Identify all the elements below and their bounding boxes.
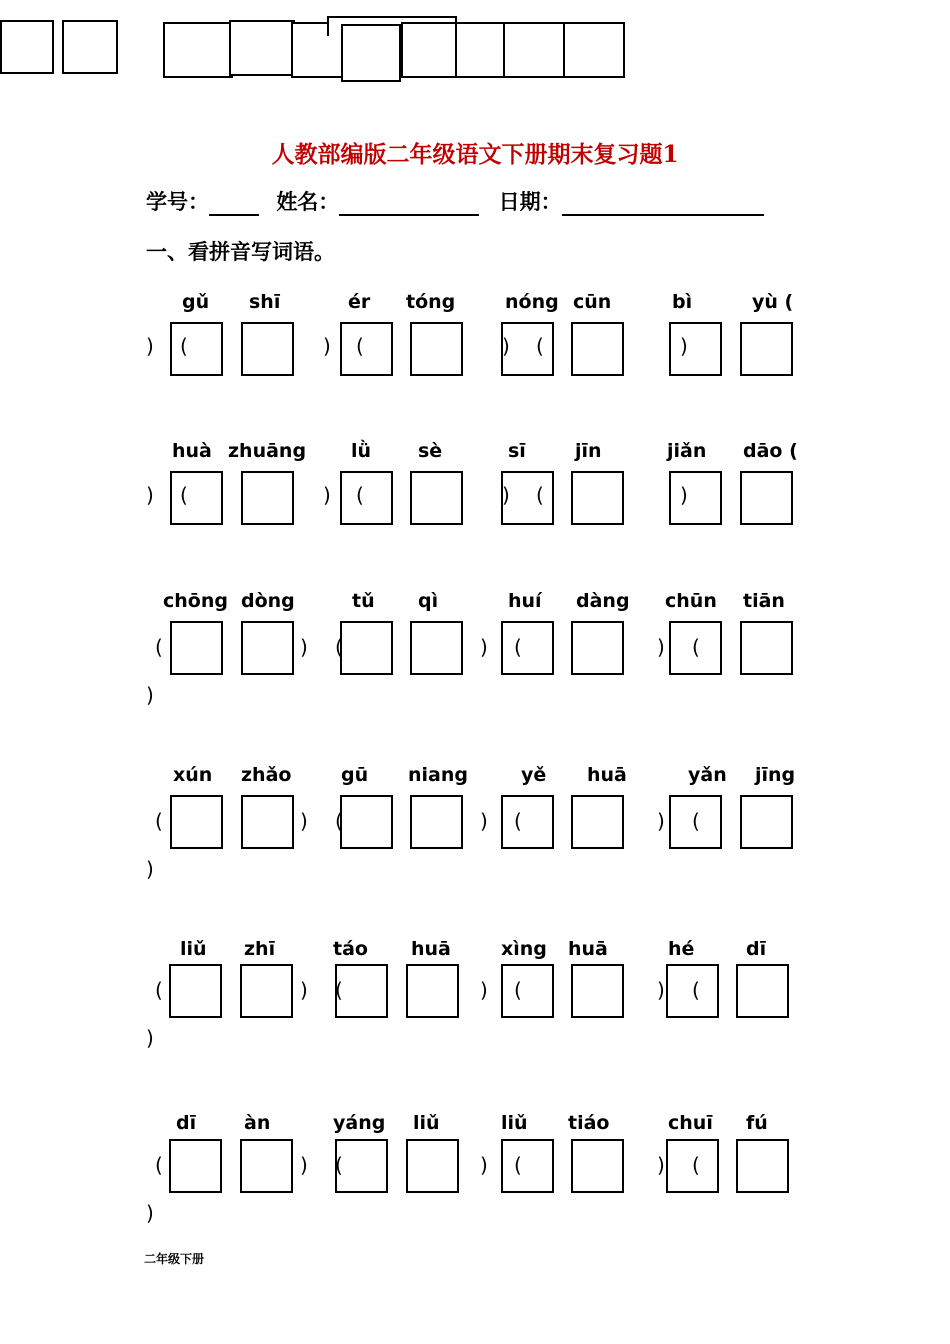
student-no-label: 学号： — [146, 189, 209, 214]
pinyin-label: táo — [333, 938, 368, 960]
pinyin-label: zhī — [244, 938, 276, 960]
pinyin-label: yáng — [333, 1112, 386, 1134]
pinyin-label: huā — [411, 938, 451, 960]
character-answer-box[interactable] — [571, 621, 624, 675]
close-paren: ) — [323, 334, 331, 358]
page-title: 人教部编版二年级语文下册期末复习题1 — [271, 141, 679, 168]
open-paren: ( — [155, 635, 163, 659]
pinyin-label: chōng — [163, 590, 228, 612]
close-paren: ) — [146, 683, 154, 707]
open-paren: ( — [155, 809, 163, 833]
date-label: 日期： — [498, 189, 562, 214]
pinyin-label: dī — [176, 1112, 197, 1134]
pinyin-label: niang — [408, 764, 468, 786]
close-paren: ) — [146, 483, 154, 507]
pinyin-label: liǔ — [180, 938, 207, 960]
pinyin-label: qì — [418, 590, 439, 612]
open-paren: ( — [335, 809, 343, 833]
character-answer-box[interactable] — [170, 322, 223, 376]
close-paren: ) — [300, 978, 308, 1002]
pinyin-label: cūn — [573, 291, 612, 313]
pinyin-label: huā — [587, 764, 627, 786]
pinyin-label: tiān — [743, 590, 785, 612]
header-box — [229, 20, 295, 76]
pinyin-label: jīn — [575, 440, 602, 462]
close-paren: ) — [300, 809, 308, 833]
header-box — [163, 22, 233, 78]
character-answer-box[interactable] — [410, 471, 463, 525]
close-paren: ) — [480, 635, 488, 659]
student-info-line — [146, 186, 764, 216]
open-paren: ( — [514, 1153, 522, 1177]
pinyin-label: gū — [341, 764, 369, 786]
pinyin-label: huà — [172, 440, 212, 462]
header-box — [401, 22, 461, 78]
character-answer-box[interactable] — [736, 1139, 789, 1193]
pinyin-label: huā — [568, 938, 608, 960]
close-paren: ) — [300, 635, 308, 659]
name-field[interactable] — [339, 192, 479, 216]
pinyin-label: tóng — [406, 291, 456, 313]
close-paren: ) — [657, 635, 665, 659]
header-box — [563, 22, 625, 78]
close-paren: ) — [146, 1201, 154, 1225]
pinyin-label: chūn — [665, 590, 717, 612]
pinyin-label: lǜ — [351, 440, 372, 462]
pinyin-label: dàng — [576, 590, 630, 612]
header-box — [62, 20, 118, 74]
pinyin-label: fú — [746, 1112, 768, 1134]
pinyin-label: sè — [418, 440, 443, 462]
character-answer-box[interactable] — [669, 322, 722, 376]
close-paren: ) — [680, 483, 688, 507]
character-answer-box[interactable] — [170, 621, 223, 675]
open-paren: ( — [692, 809, 700, 833]
open-paren: ( — [180, 334, 188, 358]
character-answer-box[interactable] — [410, 322, 463, 376]
pinyin-label: dī — [746, 938, 767, 960]
close-paren: ) — [323, 483, 331, 507]
close-paren: ) — [657, 1153, 665, 1177]
character-answer-box[interactable] — [410, 621, 463, 675]
character-answer-box[interactable] — [335, 964, 388, 1018]
open-paren: ( — [514, 635, 522, 659]
close-paren: ) — [657, 809, 665, 833]
pinyin-label: liǔ — [413, 1112, 440, 1134]
open-paren: ( — [692, 978, 700, 1002]
character-answer-box[interactable] — [170, 471, 223, 525]
character-answer-box[interactable] — [340, 621, 393, 675]
character-answer-box[interactable] — [740, 795, 793, 849]
pinyin-label: zhǎo — [241, 764, 292, 786]
character-answer-box[interactable] — [340, 795, 393, 849]
close-paren: ) — [480, 809, 488, 833]
open-paren: ( — [335, 1153, 343, 1177]
close-paren: ) — [300, 1153, 308, 1177]
pinyin-label: yě — [521, 764, 547, 786]
open-paren: ( — [335, 978, 343, 1002]
date-field[interactable] — [562, 192, 764, 216]
character-answer-box[interactable] — [740, 322, 793, 376]
pinyin-label: nóng — [505, 291, 559, 313]
header-box — [503, 22, 565, 78]
character-answer-box[interactable] — [501, 1139, 554, 1193]
pinyin-label: àn — [244, 1112, 271, 1134]
character-answer-box[interactable] — [335, 1139, 388, 1193]
close-paren: ) — [146, 857, 154, 881]
pinyin-label: xún — [173, 764, 213, 786]
character-answer-box[interactable] — [241, 795, 294, 849]
close-paren: ) — [657, 978, 665, 1002]
close-paren: ) — [502, 334, 510, 358]
open-paren: ( — [335, 635, 343, 659]
pinyin-label: tǔ — [352, 590, 375, 612]
pinyin-label: sī — [508, 440, 526, 462]
character-answer-box[interactable] — [169, 1139, 222, 1193]
character-answer-box[interactable] — [406, 964, 459, 1018]
character-answer-box[interactable] — [501, 621, 554, 675]
character-answer-box[interactable] — [340, 471, 393, 525]
open-paren: ( — [514, 978, 522, 1002]
footer-label: 二年级下册 — [144, 1252, 205, 1266]
open-paren: ( — [514, 809, 522, 833]
header-box — [341, 24, 401, 82]
character-answer-box[interactable] — [501, 964, 554, 1018]
character-answer-box[interactable] — [241, 471, 294, 525]
character-answer-box[interactable] — [571, 964, 624, 1018]
section-heading: 一、看拼音写词语。 — [146, 239, 335, 264]
pinyin-label: huí — [508, 590, 542, 612]
character-answer-box[interactable] — [571, 795, 624, 849]
character-answer-box[interactable] — [501, 795, 554, 849]
character-answer-box[interactable] — [669, 471, 722, 525]
close-paren: ) — [502, 483, 510, 507]
open-paren: ( — [356, 483, 364, 507]
pinyin-label: dāo ( — [743, 440, 798, 462]
character-answer-box[interactable] — [571, 322, 624, 376]
open-paren: ( — [155, 978, 163, 1002]
open-paren: ( — [536, 334, 544, 358]
close-paren: ) — [146, 1026, 154, 1050]
character-answer-box[interactable] — [410, 795, 463, 849]
pinyin-label: jiǎn — [667, 440, 707, 462]
character-answer-box[interactable] — [740, 471, 793, 525]
pinyin-label: dòng — [241, 590, 295, 612]
pinyin-label: gǔ — [182, 291, 210, 313]
pinyin-label: hé — [668, 938, 695, 960]
close-paren: ) — [480, 1153, 488, 1177]
open-paren: ( — [180, 483, 188, 507]
student-no-field[interactable] — [209, 192, 259, 216]
pinyin-label: jīng — [755, 764, 796, 786]
pinyin-label: xìng — [501, 938, 547, 960]
character-answer-box[interactable] — [240, 1139, 293, 1193]
character-answer-box[interactable] — [571, 471, 624, 525]
pinyin-label: yù ( — [752, 291, 794, 313]
character-answer-box[interactable] — [241, 322, 294, 376]
character-answer-box[interactable] — [170, 795, 223, 849]
pinyin-label: ér — [348, 291, 371, 313]
close-paren: ) — [146, 334, 154, 358]
open-paren: ( — [692, 635, 700, 659]
open-paren: ( — [155, 1153, 163, 1177]
character-answer-box[interactable] — [740, 621, 793, 675]
character-answer-box[interactable] — [571, 1139, 624, 1193]
character-answer-box[interactable] — [169, 964, 222, 1018]
pinyin-label: yǎn — [688, 764, 727, 786]
close-paren: ) — [680, 334, 688, 358]
close-paren: ) — [480, 978, 488, 1002]
pinyin-label: tiáo — [568, 1112, 610, 1134]
name-label: 姓名： — [276, 189, 340, 214]
header-box — [0, 20, 54, 74]
character-answer-box[interactable] — [241, 621, 294, 675]
pinyin-label: shī — [249, 291, 281, 313]
open-paren: ( — [692, 1153, 700, 1177]
character-answer-box[interactable] — [240, 964, 293, 1018]
open-paren: ( — [536, 483, 544, 507]
character-answer-box[interactable] — [736, 964, 789, 1018]
pinyin-label: chuī — [668, 1112, 713, 1134]
open-paren: ( — [356, 334, 364, 358]
pinyin-label: liǔ — [501, 1112, 528, 1134]
pinyin-label: zhuāng — [228, 440, 307, 462]
character-answer-box[interactable] — [340, 322, 393, 376]
character-answer-box[interactable] — [406, 1139, 459, 1193]
pinyin-label: bì — [672, 291, 693, 313]
